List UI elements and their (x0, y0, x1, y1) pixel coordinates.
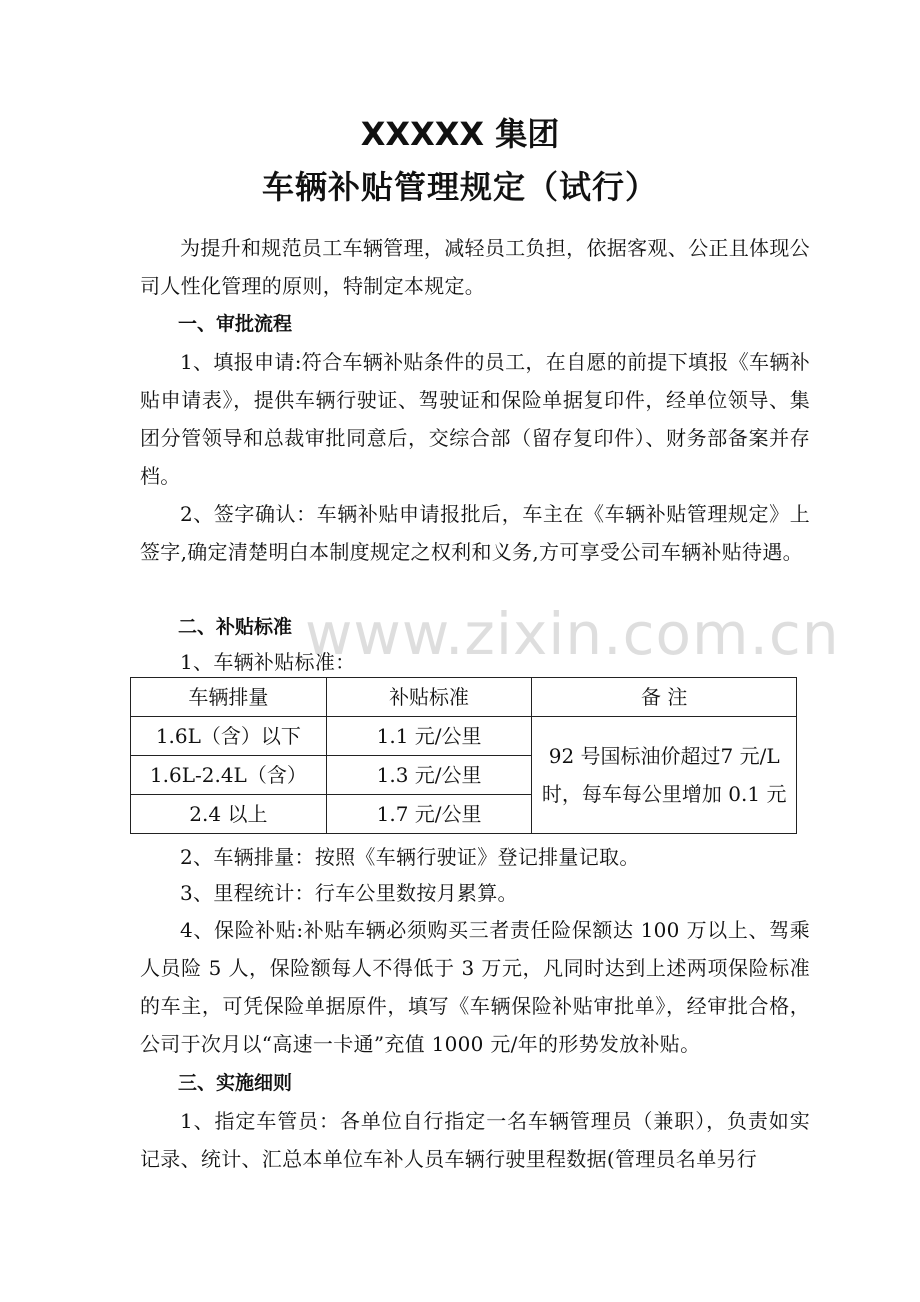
approval-item-1: 1、填报申请:符合车辆补贴条件的员工，在自愿的前提下填报《车辆补贴申请表》，提供车辆行驶证、驾驶证和保险单据复印件，经单位领导、集团分管领导和总裁审批同意后，交综合部（留存复印件）、财务部备案并存档。 (140, 350, 810, 488)
table-header-row (131, 678, 797, 717)
section-heading-standard: 二、补贴标准 (178, 616, 293, 638)
approval-item-2: 2、签字确认：车辆补贴申请报批后，车主在《车辆补贴管理规定》上签字,确定清楚明白本制度规定之权利和义务,方可享受公司车辆补贴待遇。 (140, 502, 810, 564)
document-title-company: XXXXX 集团 (360, 115, 560, 153)
table-cell-displacement: 2.4 以上 (131, 795, 327, 834)
table-cell-standard: 1.3 元/公里 (326, 756, 532, 795)
standard-item-2: 2、车辆排量：按照《车辆行驶证》登记排量记取。 (180, 845, 640, 869)
intro-paragraph: 为提升和规范员工车辆管理，减轻员工负担，依据客观、公正且体现公司人性化管理的原则，特制定本规定。 (140, 236, 810, 298)
table-cell-displacement: 1.6L-2.4L（含） (131, 756, 327, 795)
subsidy-standard-table (130, 677, 797, 834)
watermark: www.zixin.com.cn (305, 600, 840, 668)
table-header-standard: 补贴标准 (326, 678, 532, 717)
document-title: 车辆补贴管理规定（试行） (261, 168, 658, 206)
table-cell-note: 92 号国标油价超过7 元/L 时，每车每公里增加 0.1 元 (532, 717, 797, 834)
section-heading-approval: 一、审批流程 (178, 313, 293, 335)
section-heading-implementation: 三、实施细则 (178, 1072, 293, 1094)
table-row (131, 717, 797, 756)
implementation-item-1: 1、指定车管员：各单位自行指定一名车辆管理员（兼职），负责如实记录、统计、汇总本单位车补人员车辆行驶里程数据(管理员名单另行 (140, 1109, 810, 1171)
table-header-note: 备 注 (532, 678, 797, 717)
standard-item-4: 4、保险补贴:补贴车辆必须购买三者责任险保额达 100 万以上、驾乘人员险 5 人，保险额每人不得低于 3 万元，凡同时达到上述两项保险标准的车主，可凭保险单据原件，填写《车辆保险补贴审批单》，经审批合格，公司于次月以“高速一卡通”充值 1000 元/年的形势发放补贴。 (140, 918, 810, 1056)
standard-item-3: 3、里程统计：行车公里数按月累算。 (180, 881, 518, 905)
table-cell-standard: 1.1 元/公里 (326, 717, 532, 756)
table-header-displacement: 车辆排量 (131, 678, 327, 717)
table-cell-displacement: 1.6L（含）以下 (131, 717, 327, 756)
table-cell-standard: 1.7 元/公里 (326, 795, 532, 834)
standard-item-1: 1、车辆补贴标准： (180, 650, 356, 674)
